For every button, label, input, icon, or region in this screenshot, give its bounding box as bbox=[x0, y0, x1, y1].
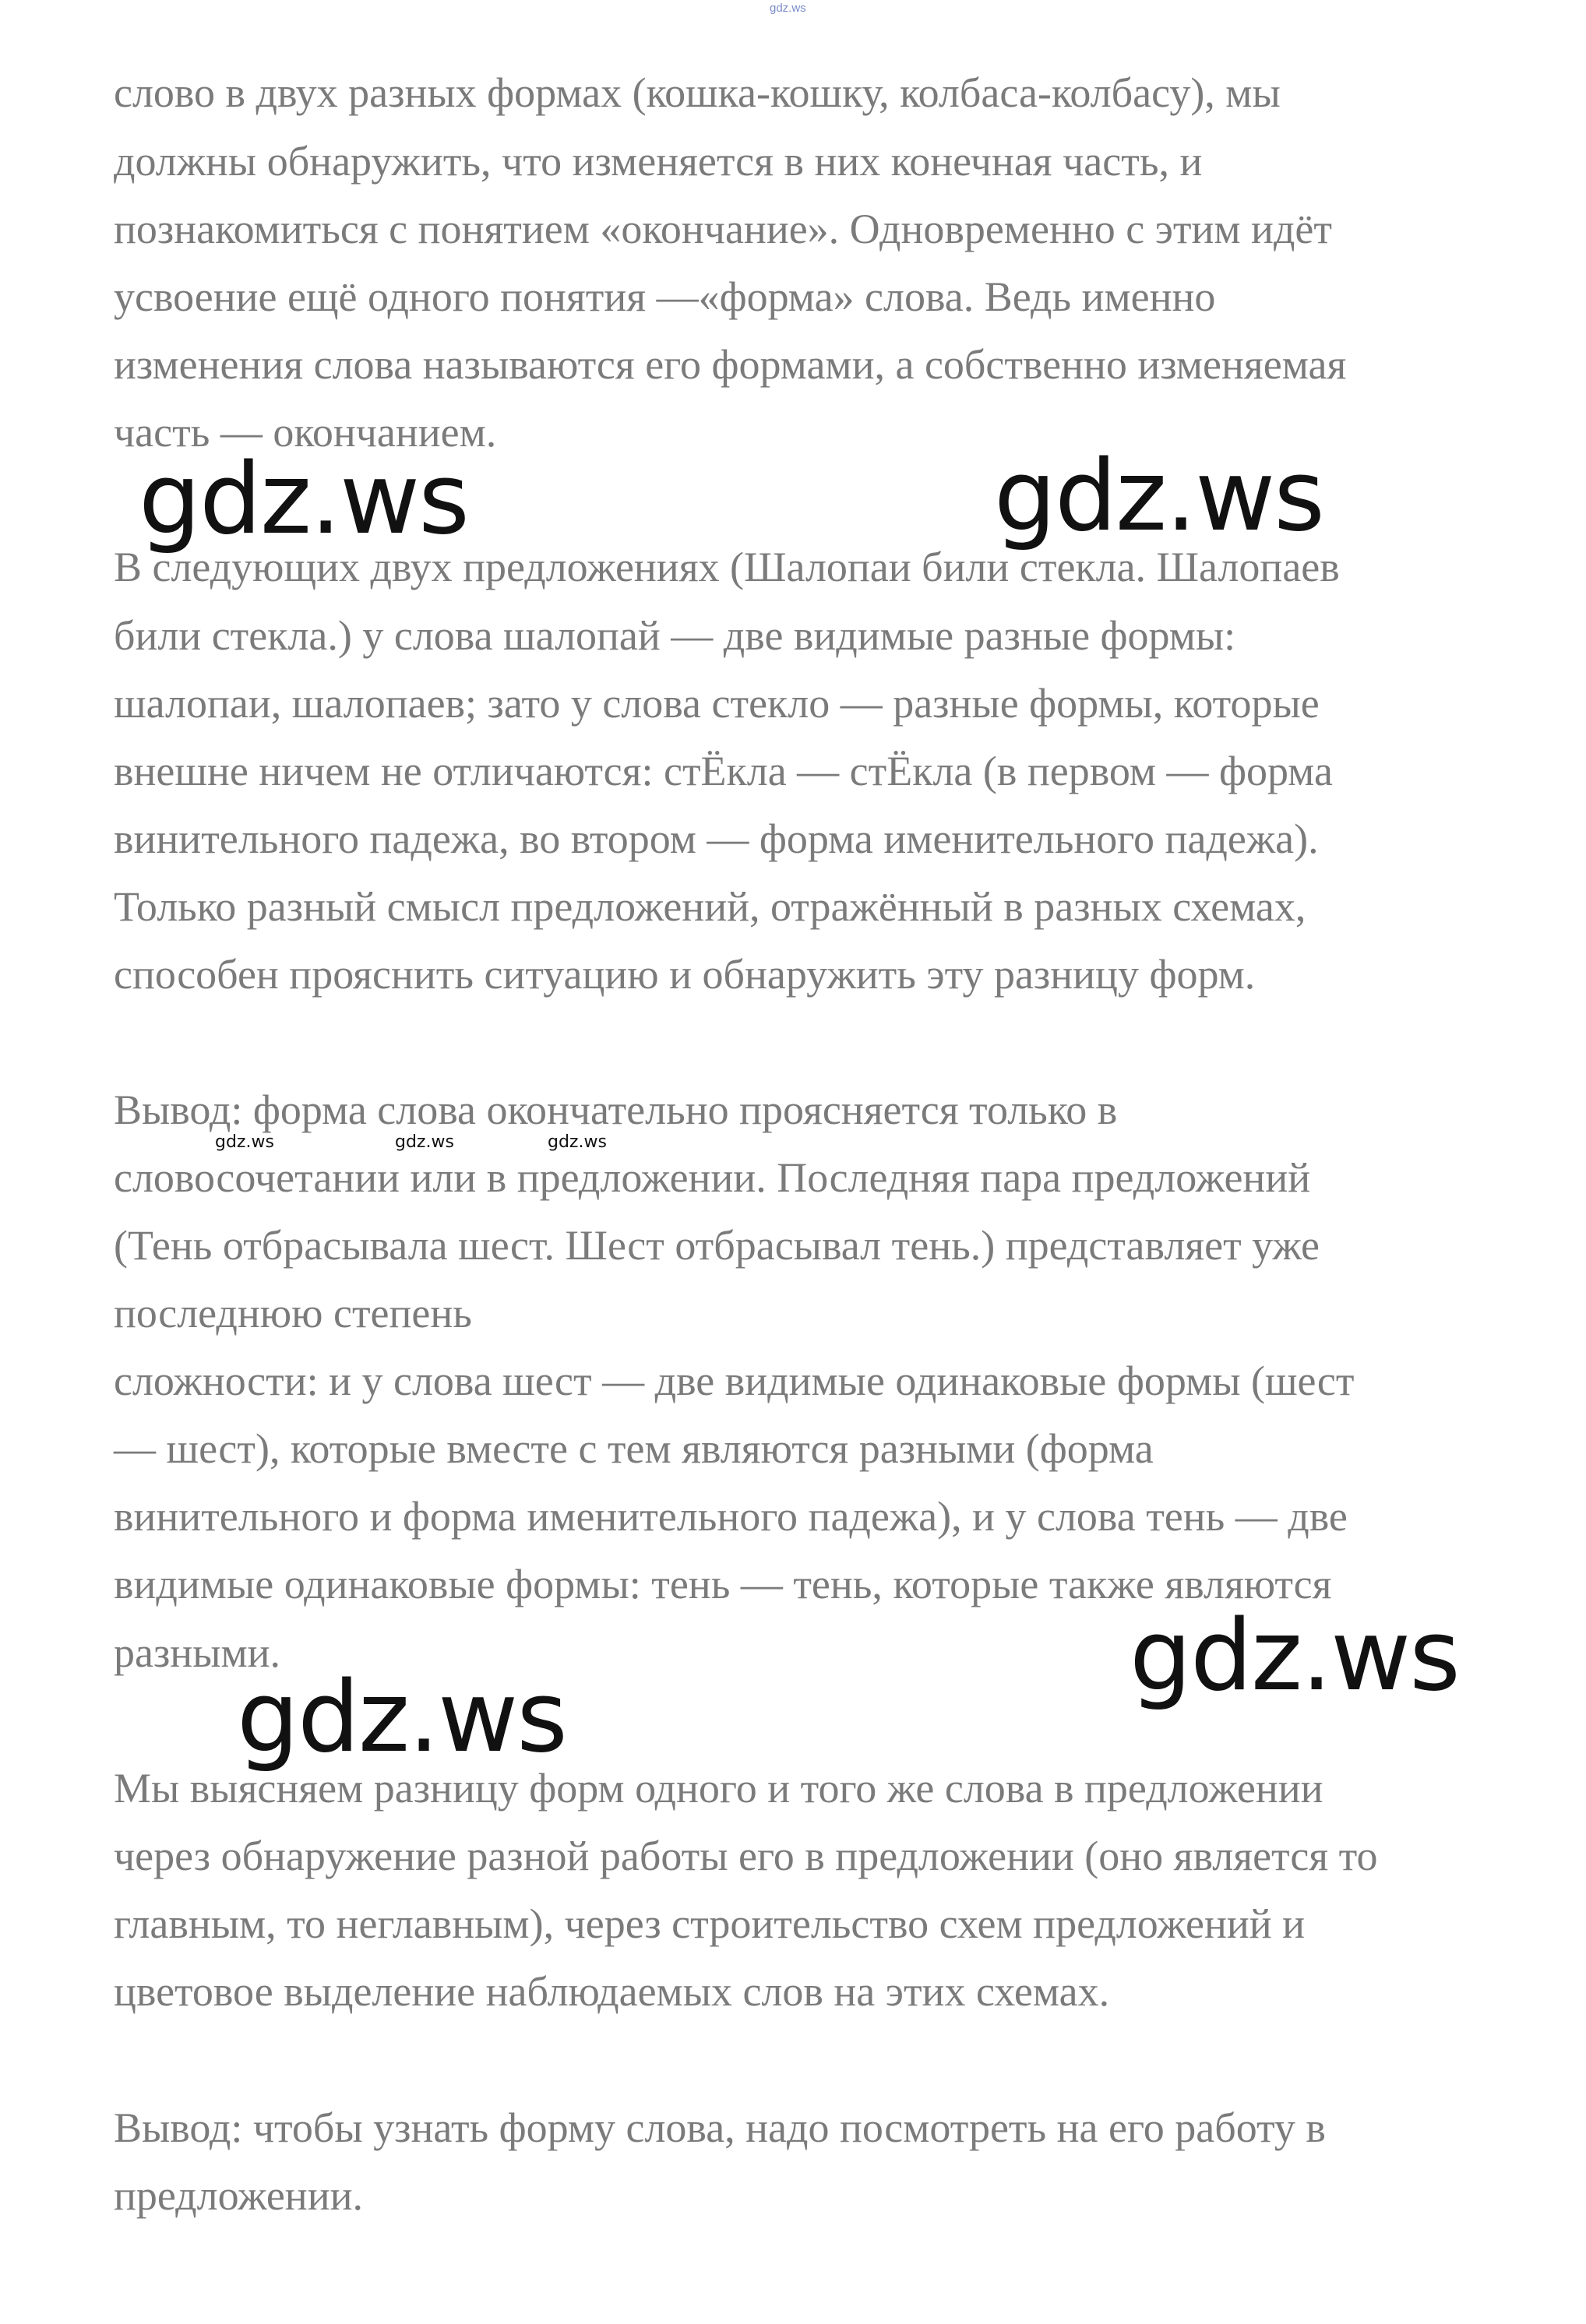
text-line: Вывод: форма слова окончательно проясняется только в bbox=[114, 1086, 1118, 1133]
text-line: познакомиться с понятием «окончание». Одновременно с этим идёт bbox=[114, 206, 1332, 252]
text-line: словосочетании или в предложении. Последняя пара предложений bbox=[114, 1154, 1311, 1201]
text-line: внешне ничем не отличаются: стЁкла — стЁкла (в первом — форма bbox=[114, 748, 1333, 794]
text-line: должны обнаружить, что изменяется в них конечная часть, и bbox=[114, 138, 1203, 185]
watermark-small: gdz.ws bbox=[395, 1132, 454, 1152]
text-line: — шест), которые вместе с тем являются разными (форма bbox=[114, 1425, 1154, 1472]
text-line: через обнаружение разной работы его в предложении (оно является то bbox=[114, 1833, 1378, 1879]
text-line: винительного падежа, во втором — форма именительного падежа). bbox=[114, 815, 1319, 862]
text-line: последнюю степень bbox=[114, 1290, 472, 1336]
text-line: способен прояснить ситуацию и обнаружить эту разницу форм. bbox=[114, 951, 1256, 998]
text-line: цветовое выделение наблюдаемых слов на этих схемах. bbox=[114, 1968, 1110, 2015]
text-line: Вывод: чтобы узнать форму слова, надо посмотреть на его работу в bbox=[114, 2104, 1326, 2151]
text-line: усвоение ещё одного понятия —«форма» слова. Ведь именно bbox=[114, 273, 1216, 320]
text-line: сложности: и у слова шест — две видимые одинаковые формы (шест bbox=[114, 1357, 1355, 1404]
text-line: били стекла.) у слова шалопай — две видимые разные формы: bbox=[114, 612, 1236, 659]
text-line: В следующих двух предложениях (Шалопаи били стекла. Шалопаев bbox=[114, 544, 1340, 590]
text-line: предложении. bbox=[114, 2172, 363, 2219]
watermark-large: gdz.ws bbox=[1130, 1598, 1459, 1713]
watermark-large: gdz.ws bbox=[237, 1660, 566, 1774]
watermark-small: gdz.ws bbox=[215, 1132, 274, 1152]
text-line: Мы выясняем разницу форм одного и того же слова в предложении bbox=[114, 1765, 1323, 1812]
watermark-large: gdz.ws bbox=[139, 442, 468, 556]
text-line: главным, то неглавным), через строительство схем предложений и bbox=[114, 1900, 1306, 1947]
text-line: изменения слова называются его формами, а собственно изменяемая bbox=[114, 341, 1347, 388]
text-line: шалопаи, шалопаев; зато у слова стекло — разные формы, которые bbox=[114, 680, 1320, 727]
text-line: видимые одинаковые формы: тень — тень, которые также являются bbox=[114, 1561, 1332, 1607]
watermark-large: gdz.ws bbox=[994, 438, 1323, 553]
watermark-small: gdz.ws bbox=[548, 1132, 607, 1152]
text-line: (Тень отбрасывала шест. Шест отбрасывал тень.) представляет уже bbox=[114, 1222, 1320, 1269]
text-line: винительного и форма именительного падежа), и у слова тень — две bbox=[114, 1493, 1348, 1540]
header-watermark: gdz.ws bbox=[770, 2, 806, 15]
text-line: разными. bbox=[114, 1629, 281, 1676]
text-line: слово в двух разных формах (кошка-кошку, колбаса-колбасу), мы bbox=[114, 69, 1281, 116]
text-line: Только разный смысл предложений, отражённый в разных схемах, bbox=[114, 883, 1306, 930]
text-line: часть — окончанием. bbox=[114, 409, 497, 456]
